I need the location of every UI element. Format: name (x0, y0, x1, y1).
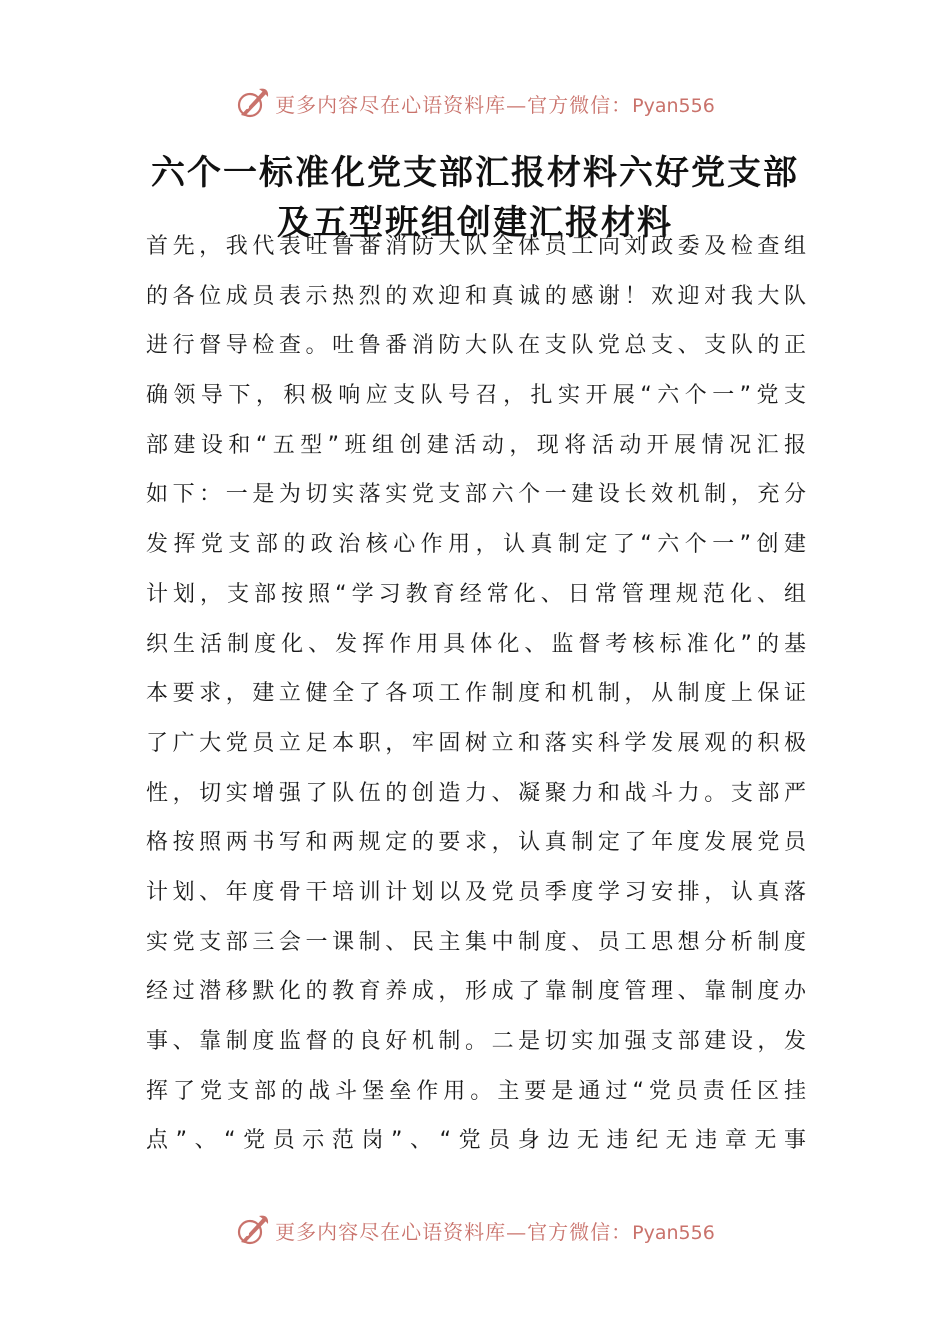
header-watermark-banner (0, 83, 950, 123)
body-line: 发挥党支部的政治核心作用，认真制定了“六个一”创建 (146, 532, 806, 558)
body-line: 的各位成员表示热烈的欢迎和真诚的感谢！欢迎对我大队 (146, 283, 806, 309)
document-body (146, 222, 806, 1166)
body-line: 了广大党员立足本职，牢固树立和落实科学发展观的积极 (146, 730, 806, 756)
body-line: 格按照两书写和两规定的要求，认真制定了年度发展党员 (146, 830, 806, 856)
footer-watermark-banner (0, 1210, 950, 1250)
body-line: 经过潜移默化的教育养成，形成了靠制度管理、靠制度办 (146, 979, 806, 1005)
header-wechat-account: Pyan556 (632, 94, 715, 117)
body-line: 首先，我代表吐鲁番消防大队全体员工向刘政委及检查组 (146, 234, 806, 259)
footer-wechat-account: Pyan556 (632, 1221, 715, 1244)
body-line: 计划，支部按照“学习教育经常化、日常管理规范化、组 (146, 581, 806, 607)
header-watermark-text: 更多内容尽在心语资料库—官方微信：Pyan556 (275, 92, 715, 117)
document-title-line-1: 六个一标准化党支部汇报材料六好党支部 (151, 153, 799, 193)
body-line: 点”、“党员示范岗”、“党员身边无违纪无违章无事 (146, 1128, 806, 1154)
body-line: 确领导下，积极响应支队号召，扎实开展“六个一”党支 (146, 383, 806, 409)
body-line: 本要求，建立健全了各项工作制度和机制，从制度上保证 (146, 681, 806, 707)
body-line: 挥了党支部的战斗堡垒作用。主要是通过“党员责任区挂 (146, 1078, 806, 1104)
body-line: 事、靠制度监督的良好机制。二是切实加强支部建设，发 (146, 1029, 806, 1054)
body-line: 性，切实增强了队伍的创造力、凝聚力和战斗力。支部严 (146, 780, 806, 806)
document-title-line-2: 及五型班组创建汇报材料 (277, 203, 673, 243)
body-line: 如下：一是为切实落实党支部六个一建设长效机制，充分 (146, 482, 806, 508)
body-line: 部建设和“五型”班组创建活动，现将活动开展情况汇报 (146, 432, 806, 458)
body-line: 进行督导检查。吐鲁番消防大队在支队党总支、支队的正 (146, 333, 806, 359)
body-line: 实党支部三会一课制、民主集中制度、员工思想分析制度 (146, 929, 806, 955)
body-line: 织生活制度化、发挥作用具体化、监督考核标准化”的基 (146, 631, 806, 657)
footer-watermark-text: 更多内容尽在心语资料库—官方微信：Pyan556 (275, 1219, 715, 1244)
quill-pen-logo-icon (235, 85, 271, 121)
body-line: 计划、年度骨干培训计划以及党员季度学习安排，认真落 (146, 879, 806, 905)
quill-pen-logo-icon (235, 1212, 271, 1248)
